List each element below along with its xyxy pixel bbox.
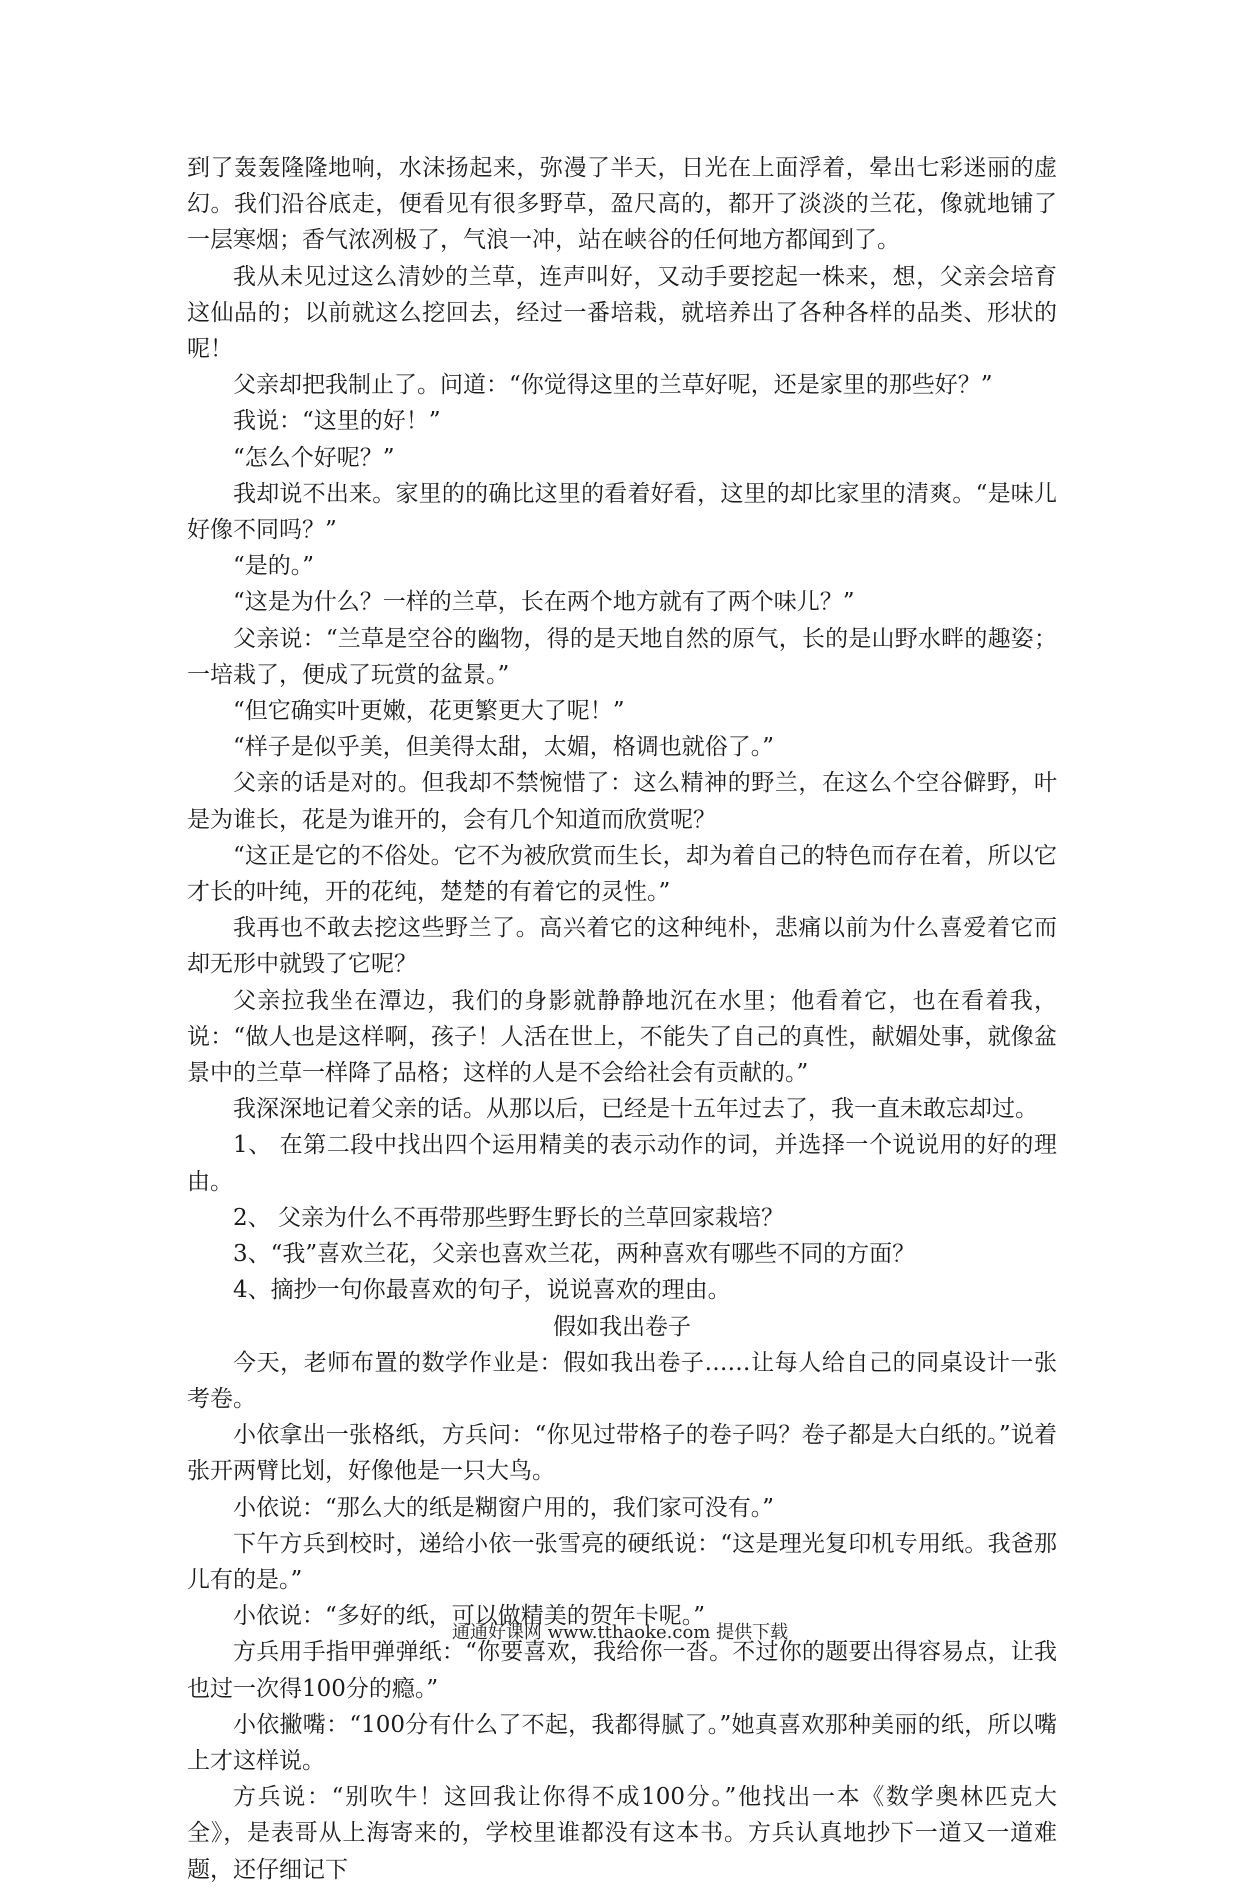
paragraph: 到了轰轰隆隆地响，水沫扬起来，弥漫了半天，日光在上面浮着，晕出七彩迷丽的虚幻。我们沿谷底走，便看见有很多野草，盈尺高的，都开了淡淡的兰花，像就地铺了一层寒烟；香气浓冽极了，气浪一冲，站在峡谷的任何地方都闻到了。	[187, 155, 1057, 254]
paragraph: 我从未见过这么清妙的兰草，连声叫好，又动手要挖起一株来，想，父亲会培育这仙品的；以前就这么挖回去，经过一番培栽，就培养出了各种各样的品类、形状的呢！	[187, 263, 1057, 363]
section-title: 假如我出卷子	[553, 1313, 691, 1340]
paragraph: 我却说不出来。家里的的确比这里的看着好看，这里的却比家里的清爽。“是味儿好像不同吗？”	[187, 480, 1057, 544]
question-item: 2、 父亲为什么不再带那些野生野长的兰草回家栽培？	[233, 1204, 784, 1231]
question-item: 1、 在第二段中找出四个运用精美的表示动作的词，并选择一个说说用的好的理由。	[187, 1132, 1057, 1195]
paragraph: 我深深地记着父亲的话。从那以后，已经是十五年过去了，我一直未敢忘却过。	[233, 1096, 1038, 1123]
page-footer: 通通好课网 www.tthaoke.com 提供下载	[451, 1622, 789, 1643]
paragraph: 父亲的话是对的。但我却不禁惋惜了：这么精神的野兰，在这么个空谷僻野，叶是为谁长，花是为谁开的，会有几个知道而欣赏呢？	[187, 770, 1057, 833]
paragraph: 方兵用手指甲弹弹纸：“你要喜欢，我给你一沓。不过你的题要出得容易点，让我也过一次得100分的瘾。”	[187, 1639, 1057, 1702]
paragraph: 今天，老师布置的数学作业是：假如我出卷子……让每人给自己的同桌设计一张考卷。	[187, 1349, 1057, 1412]
paragraph: 父亲说：“兰草是空谷的幽物，得的是天地自然的原气，长的是山野水畔的趣姿；一培栽了，便成了玩赏的盆景。”	[187, 625, 1057, 688]
paragraph: 小依说：“多好的纸，可以做精美的贺年卡呢。”	[233, 1603, 706, 1630]
paragraph: “样子是似乎美，但美得太甜，太媚，格调也就俗了。”	[233, 734, 775, 761]
paragraph: 我说：“这里的好！”	[233, 408, 441, 435]
paragraph: “是的。”	[233, 553, 315, 580]
paragraph: 小依拿出一张格纸，方兵问：“你见过带格子的卷子吗？卷子都是大白纸的。”说着张开两臂比划，好像他是一只大鸟。	[187, 1422, 1057, 1485]
paragraph: 小依撇嘴：“100分有什么了不起，我都得腻了。”她真喜欢那种美丽的纸，所以嘴上才这样说。	[187, 1711, 1057, 1774]
paragraph: 父亲却把我制止了。问道：“你觉得这里的兰草好呢，还是家里的那些好？”	[233, 372, 993, 399]
question-item: 3、“我”喜欢兰花，父亲也喜欢兰花，两种喜欢有哪些不同的方面？	[233, 1241, 916, 1268]
paragraph: 下午方兵到校时，递给小依一张雪亮的硬纸说：“这是理光复印机专用纸。我爸那儿有的是。”	[187, 1530, 1057, 1593]
paragraph: 小依说：“那么大的纸是糊窗户用的，我们家可没有。”	[233, 1494, 775, 1521]
paragraph: “这是为什么？一样的兰草，长在两个地方就有了两个味儿？”	[233, 589, 855, 616]
paragraph: “怎么个好呢？”	[233, 444, 395, 471]
paragraph: 我再也不敢去挖这些野兰了。高兴着它的这种纯朴，悲痛以前为什么喜爱着它而却无形中就毁了它呢？	[187, 915, 1057, 978]
paragraph: 方兵说：“别吹牛！这回我让你得不成100分。”他找出一本《数学奥林匹克大全》，是表哥从上海寄来的，学校里谁都没有这本书。方兵认真地抄下一道又一道难题，还仔细记下	[187, 1784, 1057, 1883]
paragraph: 父亲拉我坐在潭边，我们的身影就静静地沉在水里；他看着它，也在看着我，说：“做人也是这样啊，孩子！人活在世上，不能失了自己的真性，献媚处事，就像盆景中的兰草一样降了品格；这样的人是不会给社会有贡献的。”	[187, 987, 1057, 1087]
paragraph: “但它确实叶更嫩，花更繁更大了呢！”	[233, 698, 625, 725]
question-item: 4、摘抄一句你最喜欢的句子，说说喜欢的理由。	[233, 1277, 731, 1304]
paragraph: “这正是它的不俗处。它不为被欣赏而生长，却为着自己的特色而存在着，所以它才长的叶纯，开的花纯，楚楚的有着它的灵性。”	[187, 842, 1057, 906]
